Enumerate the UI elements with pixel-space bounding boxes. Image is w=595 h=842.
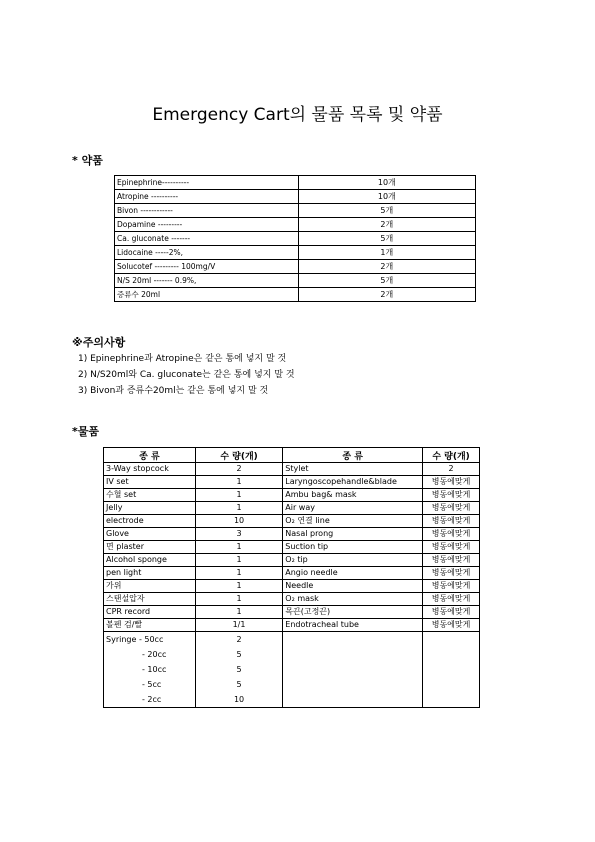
drug-qty: 5개 (298, 204, 475, 218)
drug-name: Ca. gluconate ------- (115, 232, 299, 246)
supply-qty: 병동에맞게 (423, 502, 480, 515)
drug-name: Atropine ---------- (115, 190, 299, 204)
supply-name: Endotracheal tube (283, 619, 423, 632)
drug-qty: 5개 (298, 274, 475, 288)
supply-name: O₂ tip (283, 554, 423, 567)
supply-row (104, 606, 480, 619)
empty-cell (423, 632, 480, 648)
drug-name: Solucotef --------- 100mg/V (115, 260, 299, 274)
supply-name: 면 plaster (104, 541, 196, 554)
supply-name: Angio needle (283, 567, 423, 580)
supply-qty: 1 (195, 502, 282, 515)
supply-qty: 3 (195, 528, 282, 541)
supply-name: CPR record (104, 606, 196, 619)
supply-qty: 1 (195, 567, 282, 580)
col-header-type: 종 류 (283, 448, 423, 463)
supply-name: electrode (104, 515, 196, 528)
supplies-heading: *물품 (72, 425, 100, 438)
supply-row (104, 619, 480, 632)
drug-row (115, 204, 476, 218)
supply-row (104, 476, 480, 489)
drug-qty: 10개 (298, 190, 475, 204)
supply-qty: 병동에맞게 (423, 476, 480, 489)
supplies-header-row (104, 448, 480, 463)
empty-cell (423, 662, 480, 677)
drug-qty: 10개 (298, 176, 475, 190)
supply-qty: 병동에맞게 (423, 489, 480, 502)
syringe-qty: 10 (195, 692, 282, 708)
supply-name: Jelly (104, 502, 196, 515)
caution-item: 3) Bivon과 증류수20ml는 같은 통에 넣지 말 것 (78, 386, 269, 396)
supply-name: O₂ mask (283, 593, 423, 606)
drug-qty: 2개 (298, 260, 475, 274)
drug-row (115, 232, 476, 246)
supply-qty: 1 (195, 593, 282, 606)
supply-qty: 1 (195, 489, 282, 502)
drugs-heading: * 약품 (72, 154, 103, 167)
drug-table (114, 175, 476, 302)
drug-name: Bivon ------------ (115, 204, 299, 218)
supply-row (104, 580, 480, 593)
empty-cell (423, 677, 480, 692)
supply-qty: 1 (195, 541, 282, 554)
syringe-row (104, 632, 480, 648)
supply-qty: 병동에맞게 (423, 554, 480, 567)
syringe-row (104, 647, 480, 662)
supply-row (104, 502, 480, 515)
supply-qty: 병동에맞게 (423, 580, 480, 593)
syringe-size: - 2cc (104, 692, 196, 708)
syringe-row (104, 662, 480, 677)
supply-name: Glove (104, 528, 196, 541)
supply-qty: 1 (195, 580, 282, 593)
supply-row (104, 515, 480, 528)
drug-row (115, 218, 476, 232)
drug-row (115, 274, 476, 288)
syringe-size: - 5cc (104, 677, 196, 692)
drug-qty: 2개 (298, 218, 475, 232)
empty-cell (423, 647, 480, 662)
supply-name: Stylet (283, 463, 423, 476)
supply-row (104, 554, 480, 567)
drug-row (115, 176, 476, 190)
supply-qty: 병동에맞게 (423, 593, 480, 606)
supply-name: 스탠설압자 (104, 593, 196, 606)
supply-qty: 병동에맞게 (423, 528, 480, 541)
drug-qty: 1개 (298, 246, 475, 260)
empty-cell (283, 677, 423, 692)
supply-qty: 병동에맞게 (423, 515, 480, 528)
supplies-table (103, 447, 480, 708)
supply-qty: 병동에맞게 (423, 541, 480, 554)
supply-name: O₂ 연결 line (283, 515, 423, 528)
supply-qty: 병동에맞게 (423, 619, 480, 632)
supply-row (104, 541, 480, 554)
supply-qty: 1 (195, 606, 282, 619)
syringe-qty: 2 (195, 632, 282, 648)
supply-name: IV set (104, 476, 196, 489)
caution-heading: ※주의사항 (72, 336, 126, 349)
drug-qty: 5개 (298, 232, 475, 246)
supply-qty: 2 (423, 463, 480, 476)
supply-name: Alcohol sponge (104, 554, 196, 567)
caution-list (78, 351, 295, 399)
supply-name: pen light (104, 567, 196, 580)
supply-name: Suction tip (283, 541, 423, 554)
col-header-qty: 수 량(개) (195, 448, 282, 463)
supply-name: 수혈 set (104, 489, 196, 502)
empty-cell (283, 647, 423, 662)
syringe-row (104, 692, 480, 708)
supply-name: 가위 (104, 580, 196, 593)
supply-name: Ambu bag& mask (283, 489, 423, 502)
syringe-qty: 5 (195, 677, 282, 692)
supply-qty: 1 (195, 476, 282, 489)
drug-name: Lidocaine -----2%, (115, 246, 299, 260)
drug-qty: 2개 (298, 288, 475, 302)
supply-name: Laryngoscopehandle&blade (283, 476, 423, 489)
drug-name: N/S 20ml ------- 0.9%, (115, 274, 299, 288)
drug-row (115, 288, 476, 302)
syringe-size: - 10cc (104, 662, 196, 677)
supply-qty: 2 (195, 463, 282, 476)
empty-cell (283, 632, 423, 648)
syringe-size: Syringe - 50cc (104, 632, 196, 648)
empty-cell (283, 692, 423, 708)
syringe-qty: 5 (195, 662, 282, 677)
syringe-size: - 20cc (104, 647, 196, 662)
supply-name: Air way (283, 502, 423, 515)
supply-qty: 1/1 (195, 619, 282, 632)
drug-name: 증류수 20ml (115, 288, 299, 302)
supply-qty: 10 (195, 515, 282, 528)
page-title: Emergency Cart의 물품 목록 및 약품 (152, 105, 443, 125)
drug-row (115, 260, 476, 274)
supply-name: Nasal prong (283, 528, 423, 541)
supply-name: 3-Way stopcock (104, 463, 196, 476)
supply-qty: 병동에맞게 (423, 567, 480, 580)
drug-row (115, 246, 476, 260)
supply-name: Needle (283, 580, 423, 593)
empty-cell (283, 662, 423, 677)
empty-cell (423, 692, 480, 708)
drug-name: Epinephrine---------- (115, 176, 299, 190)
supply-name: 목끈(고정끈) (283, 606, 423, 619)
supply-row (104, 593, 480, 606)
supply-row (104, 567, 480, 580)
col-header-qty: 수 량(개) (423, 448, 480, 463)
supply-row (104, 489, 480, 502)
drug-name: Dopamine --------- (115, 218, 299, 232)
syringe-row (104, 677, 480, 692)
syringe-qty: 5 (195, 647, 282, 662)
drug-row (115, 190, 476, 204)
caution-item: 1) Epinephrine과 Atropine은 같은 통에 넣지 말 것 (78, 354, 287, 364)
supply-row (104, 528, 480, 541)
supply-qty: 1 (195, 554, 282, 567)
col-header-type: 종 류 (104, 448, 196, 463)
caution-item: 2) N/S20ml와 Ca. gluconate는 같은 통에 넣지 말 것 (78, 370, 295, 380)
supply-row (104, 463, 480, 476)
supply-name: 볼펜 검/빨 (104, 619, 196, 632)
supply-qty: 병동에맞게 (423, 606, 480, 619)
